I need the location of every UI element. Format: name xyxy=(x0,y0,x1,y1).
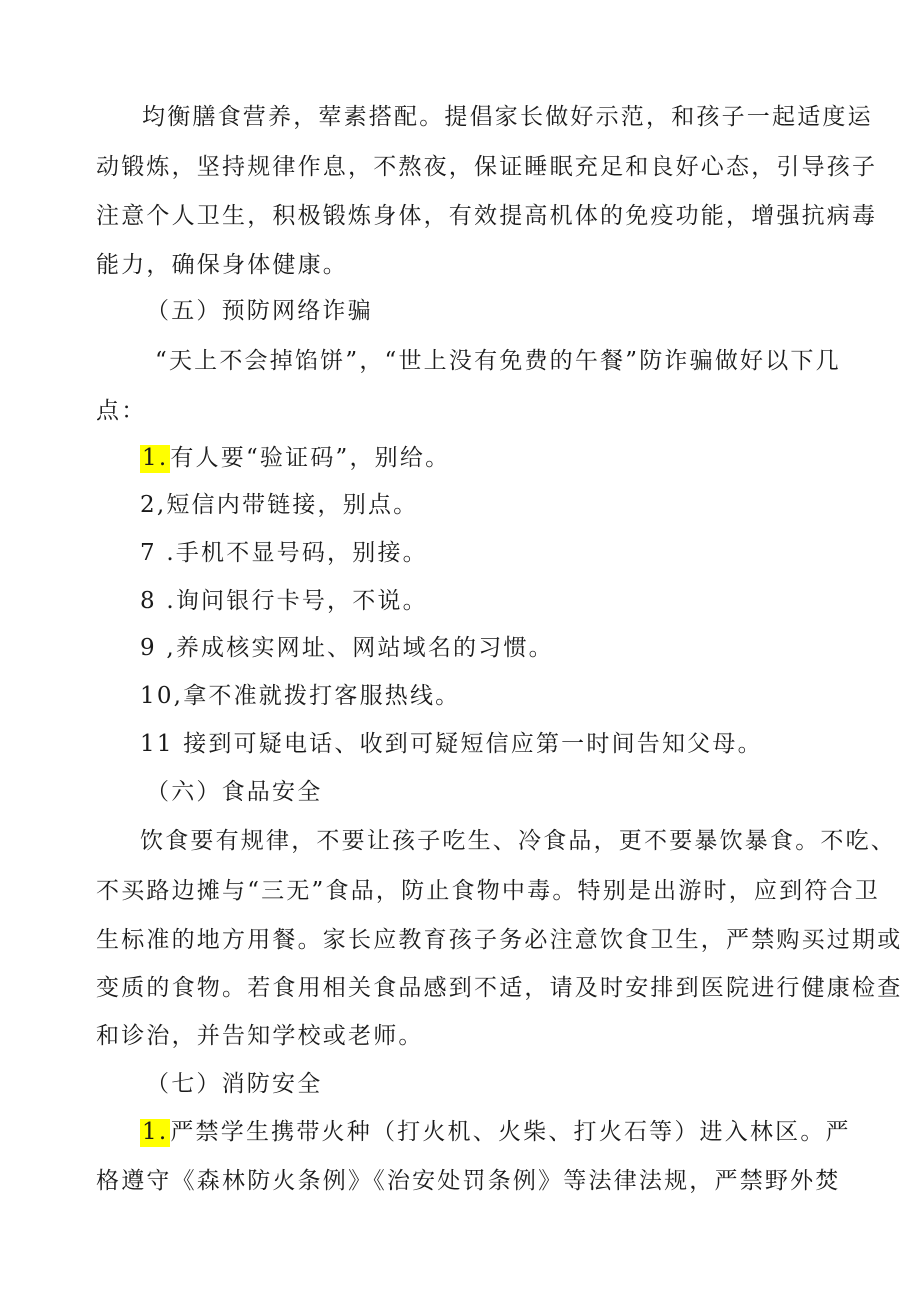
list-number: 8 . xyxy=(140,588,176,614)
list-item-text: 严禁学生携带火种（打火机、火柴、打火石等）进入林区。严 xyxy=(170,1119,851,1145)
list-item-text: 手机不显号码，别接。 xyxy=(175,540,428,566)
list-number: 2, xyxy=(140,492,167,518)
paragraph-food-line-5: 和诊治，并告知学校或老师。 xyxy=(96,1023,424,1049)
paragraph-health-line-4: 能力，确保身体健康。 xyxy=(96,252,348,278)
paragraph-food-line-4: 变质的食物。若食用相关食品感到不适，请及时安排到医院进行健康检查 xyxy=(96,975,903,1001)
list-number: 9 , xyxy=(140,635,176,661)
list-number: 7 . xyxy=(140,540,176,566)
list-item xyxy=(140,1117,851,1147)
list-item-text: 接到可疑电话、收到可疑短信应第一时间告知父母。 xyxy=(183,731,763,757)
list-number-highlight: 1. xyxy=(142,1119,169,1145)
list-item-text: 拿不准就拨打客服热线。 xyxy=(183,683,461,709)
list-item xyxy=(140,633,554,663)
list-number: 11 xyxy=(140,731,174,757)
list-item xyxy=(140,443,450,473)
list-item xyxy=(140,729,763,759)
paragraph-fraud-intro-line-1: “天上不会掉馅饼”，“世上没有免费的午餐”防诈骗做好以下几 xyxy=(155,348,841,374)
list-item xyxy=(140,490,418,520)
paragraph-food-line-2: 不买路边摊与“三无”食品，防止食物中毒。特别是出游时，应到符合卫 xyxy=(96,878,880,904)
paragraph-fraud-intro-line-2: 点： xyxy=(96,398,147,424)
paragraph-health-line-2: 动锻炼，坚持规律作息，不熬夜，保证睡眠充足和良好心态，引导孩子 xyxy=(96,154,878,180)
paragraph-fire-line-2: 格遵守《森林防火条例》《治安处罚条例》等法律法规，严禁野外焚 xyxy=(96,1168,841,1194)
list-item xyxy=(140,586,428,616)
section-heading-fire: （七）消防安全 xyxy=(146,1071,323,1097)
list-item-text: 短信内带链接，别点。 xyxy=(166,492,419,518)
section-heading-food: （六）食品安全 xyxy=(146,779,323,805)
paragraph-health-line-1: 均衡膳食营养，荤素搭配。提倡家长做好示范，和孩子一起适度运 xyxy=(142,104,873,130)
list-item-text: 养成核实网址、网站域名的习惯。 xyxy=(175,635,554,661)
paragraph-health-line-3: 注意个人卫生，积极锻炼身体，有效提高机体的免疫功能，增强抗病毒 xyxy=(96,203,878,229)
list-item xyxy=(140,538,428,568)
section-heading-fraud: （五）预防网络诈骗 xyxy=(146,298,373,324)
paragraph-food-line-3: 生标准的地方用餐。家长应教育孩子务必注意饮食卫生，严禁购买过期或 xyxy=(96,927,903,953)
list-number-highlight: 1. xyxy=(142,445,169,471)
list-number: 10, xyxy=(140,683,184,709)
list-item-text: 有人要“验证码”，别给。 xyxy=(170,445,451,471)
list-item xyxy=(140,681,460,711)
list-item-text: 询问银行卡号，不说。 xyxy=(175,588,428,614)
paragraph-food-line-1: 饮食要有规律，不要让孩子吃生、冷食品，更不要暴饮暴食。不吃、 xyxy=(140,828,896,854)
